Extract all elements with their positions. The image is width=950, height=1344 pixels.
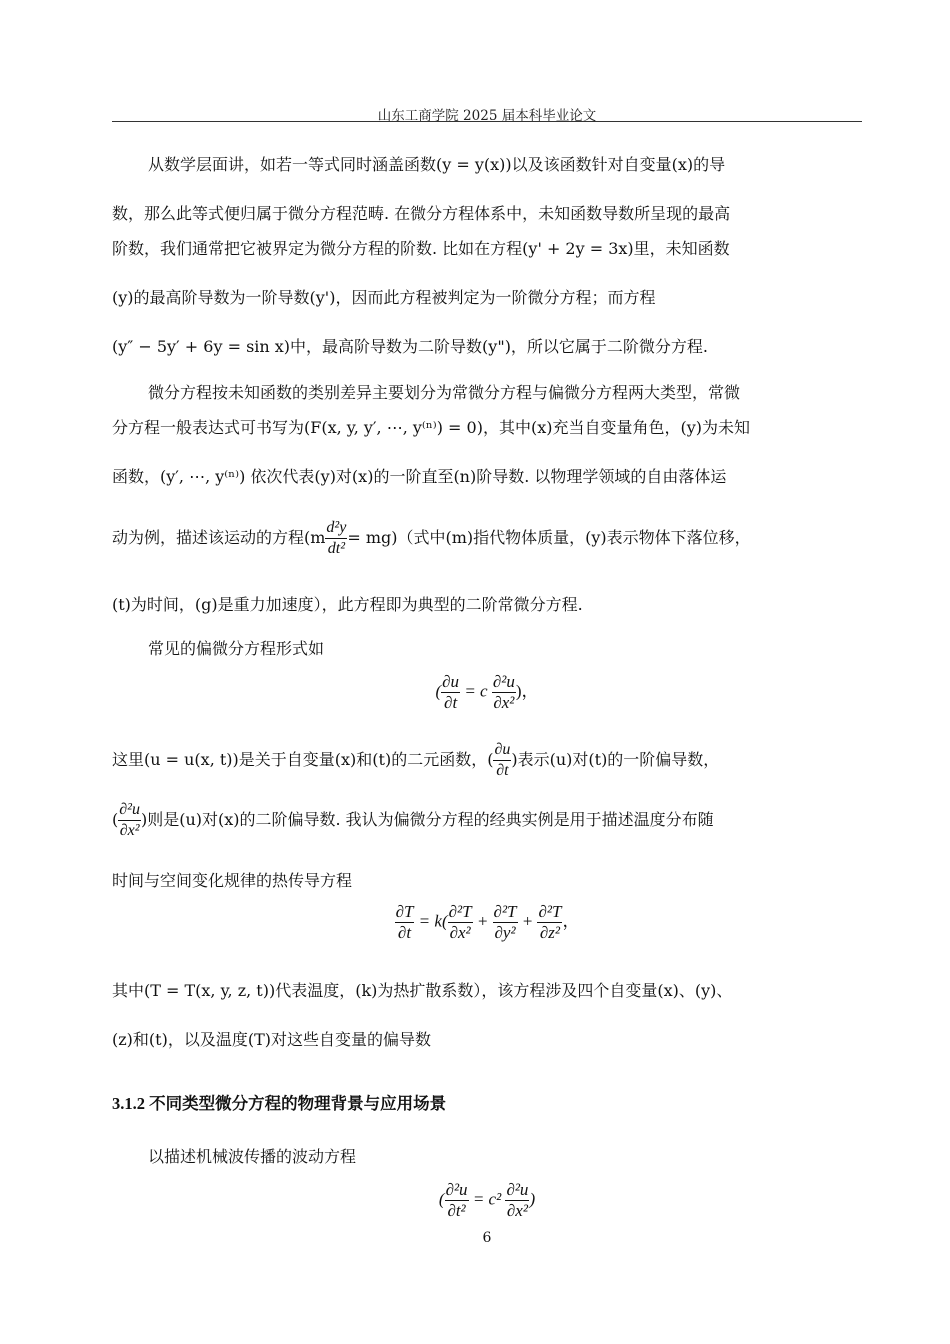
para4-line2-a: ( (112, 810, 119, 829)
formula-equals: = k( (418, 911, 448, 931)
fraction-numerator: ∂u (493, 740, 511, 761)
fraction-numerator: ∂²T (538, 902, 562, 921)
para6: 以描述机械波传播的波动方程 (148, 1147, 357, 1166)
page-header: 山东工商学院 2025 届本科毕业论文 (377, 108, 597, 124)
fraction-denominator: ∂x² (493, 693, 515, 712)
formula-open-paren: ( (435, 681, 442, 701)
plus-sign: + (521, 911, 534, 931)
fraction-denominator: ∂y² (494, 923, 516, 942)
fraction-numerator: ∂T (395, 902, 414, 921)
fraction-numerator: ∂²T (493, 902, 517, 921)
para1-line5: (y″ − 5y′ + 6y = sin x)中，最高阶导数为二阶导数(y")，所以它属于二阶微分方程. (112, 337, 709, 356)
fraction-d2u-dx2-wave (505, 1180, 529, 1221)
formula-heat-equation (112, 902, 862, 943)
fraction-denominator: dt² (327, 540, 345, 557)
para1-line1: 从数学层面讲，如若一等式同时涵盖函数(y = y(x))以及该函数针对自变量(x)的导 (148, 155, 726, 174)
para4-line1 (112, 740, 862, 781)
para1-line2: 数，那么此等式便归属于微分方程范畴. 在微分方程体系中，未知函数导数所呈现的最高 (112, 204, 731, 223)
formula-open-paren: ( (438, 1189, 445, 1209)
fraction-du-dt-inline (493, 740, 511, 781)
formula-close: )， (515, 681, 539, 701)
para4-line1-a: 这里(u = u(x, t))是关于自变量(x)和(t)的二元函数，( (112, 750, 494, 769)
para2-line4-a: 动为例，描述该运动的方程(m (112, 528, 326, 547)
formula-equals: = c (464, 681, 488, 701)
fraction-denominator: ∂t (444, 693, 458, 712)
page-number: 6 (482, 1230, 492, 1246)
section-heading: 3.1.2 不同类型微分方程的物理背景与应用场景 (112, 1094, 447, 1113)
fraction-denominator: ∂t (397, 923, 412, 942)
fraction-d2u-dx2 (492, 672, 516, 713)
para2-line5: (t)为时间，(g)是重力加速度），此方程即为典型的二阶常微分方程. (112, 595, 583, 614)
fraction-d2u-dx2-inline (118, 800, 141, 841)
para2-line3: 函数，(y′, ⋯, y⁽ⁿ⁾) 依次代表(y)对(x)的一阶直至(n)阶导数. 以物理学领域的自由落体运 (112, 467, 727, 486)
para4-line2-b: )则是(u)对(x)的二阶偏导数. 我认为偏微分方程的经典实例是用于描述温度分布随 (140, 810, 714, 829)
fraction-numerator: d²y (325, 518, 347, 539)
para4-line2 (112, 800, 862, 841)
para2-line4 (112, 518, 862, 559)
formula-first-order-pde (112, 672, 862, 713)
para5-line1: 其中(T = T(x, y, z, t))代表温度，(k)为热扩散系数），该方程涉及四个自变量(x)、(y)、 (112, 981, 733, 1000)
fraction-denominator: ∂t (496, 762, 509, 779)
header-rule (112, 121, 862, 122)
fraction-numerator: ∂u (442, 672, 460, 691)
para5-line2: (z)和(t)，以及温度(T)对这些自变量的偏导数 (112, 1030, 431, 1049)
fraction-denominator: ∂x² (449, 923, 471, 942)
fraction-numerator: ∂²u (492, 672, 515, 691)
fraction-d2T-dz2 (537, 902, 562, 943)
fraction-numerator: ∂²u (506, 1180, 529, 1199)
formula-close-paren: ) (529, 1189, 536, 1209)
para2-line1: 微分方程按未知函数的类别差异主要划分为常微分方程与偏微分方程两大类型，常微 (148, 383, 741, 402)
fraction-denominator: ∂x² (119, 822, 140, 839)
fraction-numerator: ∂²u (445, 1180, 468, 1199)
fraction-numerator: ∂²T (448, 902, 472, 921)
fraction-dT-dt (395, 902, 415, 943)
fraction-numerator: ∂²u (118, 800, 141, 821)
fraction-du-dt (441, 672, 460, 713)
fraction-d2T-dx2 (448, 902, 473, 943)
fraction-d2T-dy2 (493, 902, 518, 943)
formula-close: ， (562, 911, 580, 931)
fraction-d2u-dt2 (445, 1180, 469, 1221)
para4-line1-b: )表示(u)对(t)的一阶偏导数， (511, 750, 720, 769)
plus-sign: + (476, 911, 489, 931)
para2-line4-b: = mg)（式中(m)指代物体质量，(y)表示物体下落位移， (347, 528, 751, 547)
formula-equals: = c² (472, 1189, 502, 1209)
para3: 常见的偏微分方程形式如 (148, 639, 325, 658)
fraction-denominator: ∂x² (506, 1201, 528, 1220)
fraction-denominator: ∂t² (447, 1201, 466, 1220)
fraction-d2y-dt2 (325, 518, 347, 559)
para1-line3: 阶数，我们通常把它被界定为微分方程的阶数. 比如在方程(y' + 2y = 3x)里，未知函数 (112, 239, 730, 258)
fraction-denominator: ∂z² (539, 923, 561, 942)
para1-line4: (y)的最高阶导数为一阶导数(y')，因而此方程被判定为一阶微分方程；而方程 (112, 288, 656, 307)
para2-line2: 分方程一般表达式可书写为(F(x, y, y′, ⋯, y⁽ⁿ⁾) = 0)，其中(x)充当自变量角色，(y)为未知 (112, 418, 750, 437)
para4-line3: 时间与空间变化规律的热传导方程 (112, 871, 353, 890)
formula-wave-equation (112, 1180, 862, 1221)
